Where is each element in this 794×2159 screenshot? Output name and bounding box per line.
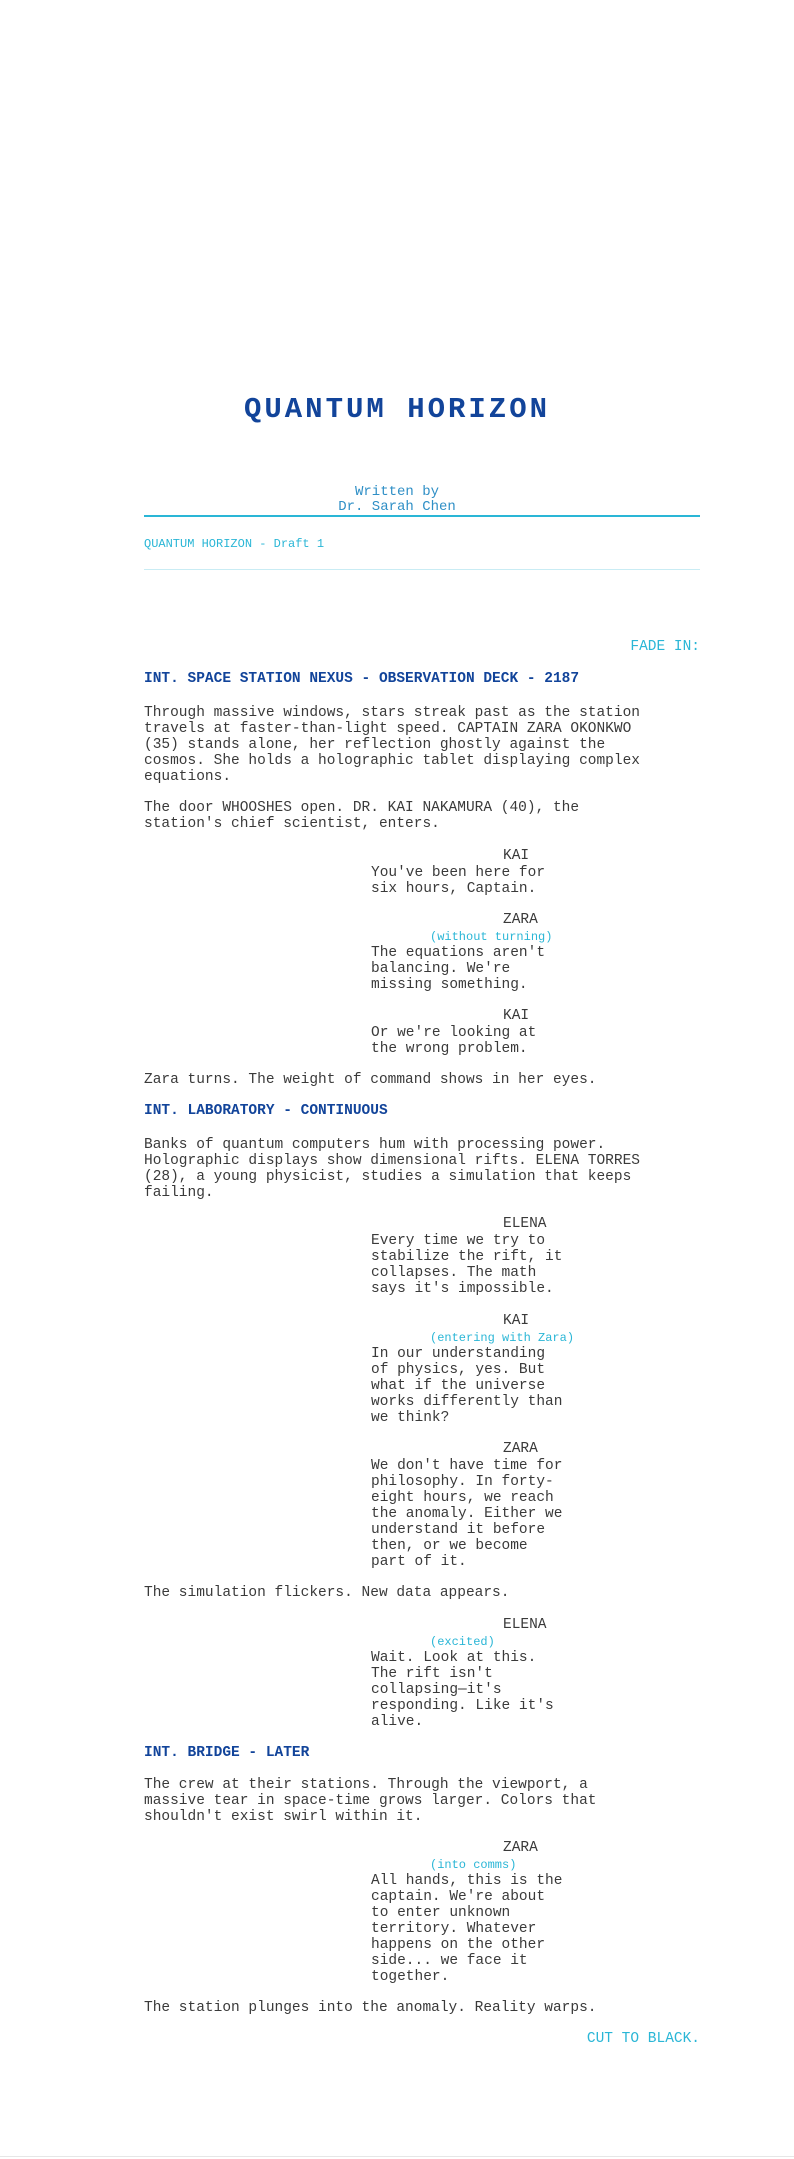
dialogue-line: In our understanding of physics, yes. But what if the universe works differently than we think? — [371, 1346, 563, 1426]
transition-cut: CUT TO BLACK. — [586, 2031, 700, 2047]
scene-heading: INT. LABORATORY - CONTINUOUS — [144, 1103, 388, 1119]
action-line: Zara turns. The weight of command shows in her eyes. — [144, 1072, 597, 1088]
character-cue: KAI — [503, 848, 530, 864]
character-cue: KAI — [503, 1313, 530, 1329]
dialogue-line: The equations aren't balancing. We're missing something. — [371, 945, 546, 993]
header-divider — [144, 569, 700, 570]
dialogue-line: Every time we try to stabilize the rift, it collapses. The math says it's impossible. — [371, 1233, 563, 1297]
parenthetical: (without turning) — [430, 930, 553, 944]
action-line: Banks of quantum computers hum with processing power. Holographic displays show dimensional rifts. ELENA TORRES (28), a young physicist, studies a simulation that keeps failing. — [144, 1137, 640, 1201]
action-line: The crew at their stations. Through the viewport, a massive tear in space-time grows larger. Colors that shouldn't exist swirl within it. — [144, 1777, 597, 1825]
scene-heading: INT. SPACE STATION NEXUS - OBSERVATION DECK - 2187 — [144, 671, 580, 687]
scene-heading: INT. BRIDGE - LATER — [144, 1745, 310, 1761]
running-header: QUANTUM HORIZON - Draft 1 — [144, 537, 325, 551]
parenthetical: (excited) — [430, 1635, 495, 1649]
parenthetical: (entering with Zara) — [430, 1331, 575, 1345]
action-line: Through massive windows, stars streak past as the station travels at faster-than-light speed. CAPTAIN ZARA OKONKWO (35) stands alone, her reflection ghostly against the cosmos. She holds a holographic tablet displaying complex equations. — [144, 705, 640, 785]
dialogue-line: All hands, this is the captain. We're about to enter unknown territory. Whatever happens on the other side... we face it together. — [371, 1873, 563, 1985]
character-cue: ZARA — [503, 912, 538, 928]
written-by-label: Written by — [354, 484, 439, 500]
screenplay-title: QUANTUM HORIZON — [243, 393, 551, 426]
author-name: Dr. Sarah Chen — [338, 499, 456, 515]
character-cue: KAI — [503, 1008, 530, 1024]
action-line: The simulation flickers. New data appears. — [144, 1585, 510, 1601]
character-cue: ZARA — [503, 1840, 538, 1856]
action-line: The station plunges into the anomaly. Reality warps. — [144, 2000, 597, 2016]
dialogue-line: Or we're looking at the wrong problem. — [371, 1025, 537, 1057]
character-cue: ZARA — [503, 1441, 538, 1457]
page-bottom-border — [0, 2156, 794, 2157]
action-line: The door WHOOSHES open. DR. KAI NAKAMURA (40), the station's chief scientist, enters. — [144, 800, 580, 832]
dialogue-line: We don't have time for philosophy. In forty- eight hours, we reach the anomaly. Either we understand it before then, or we become part of it. — [371, 1458, 563, 1570]
transition-fade-in: FADE IN: — [630, 639, 700, 655]
dialogue-line: You've been here for six hours, Captain. — [371, 865, 546, 897]
parenthetical: (into comms) — [430, 1858, 517, 1872]
dialogue-line: Wait. Look at this. The rift isn't collapsing—it's responding. Like it's alive. — [371, 1650, 554, 1730]
character-cue: ELENA — [503, 1617, 547, 1633]
title-divider — [144, 515, 700, 517]
character-cue: ELENA — [503, 1216, 547, 1232]
